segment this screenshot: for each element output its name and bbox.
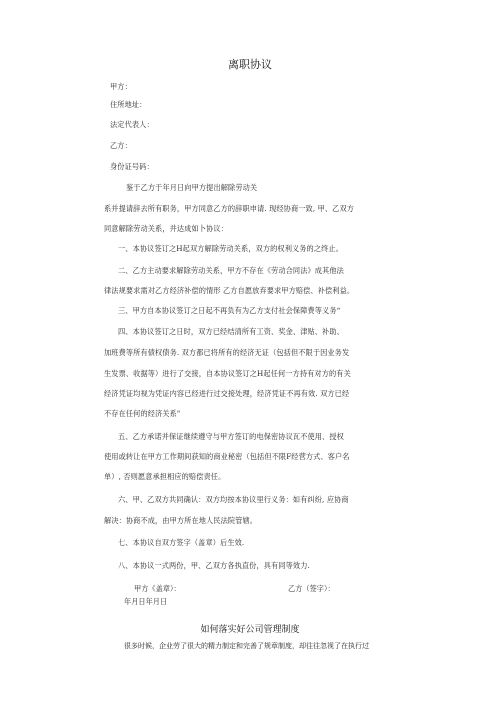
body-line: 鉴于乙方于年月日向甲方提出解除劳动关	[126, 183, 258, 192]
clause-3: 三、甲方自本协议签订之日起不再负有为乙方支付社会保障费等义务“	[118, 306, 341, 315]
body-line: 加班费等所有债权债务. 双方都已将所有的经济无证（包括但不限于因业务发	[104, 348, 350, 357]
signature-date: 年月日年月日	[124, 597, 168, 606]
clause-5: 五、乙方承诺并保证继续遵守与甲方签订的电保密协议瓦不使用、授权	[118, 432, 344, 441]
body-line: 生发票、收据等）进行了交接，自本协议签订之H起任何一方持有对方的有关	[104, 369, 351, 378]
clause-8: 八、本协议一式两份，甲、乙双方各执直份，具有同等效力.	[118, 561, 310, 570]
field-legal-rep: 法定代表人：	[110, 120, 154, 129]
body-line: 使用或转让在甲方工作期间获知的商业秘密（包括但不限F经营方式、客户名	[104, 452, 350, 461]
clause-1: 一、本协议签订之H起双方解除劳动关系，双方的权利义务的之终止。	[118, 244, 343, 253]
clause-2: 二、乙方主动要求解除劳动关系，甲方不存在《劳动合同法》成其他法	[118, 266, 344, 275]
body-line: 不存在任何的经济关系"	[104, 409, 181, 418]
document-title: 离职协议	[228, 58, 272, 71]
field-party-a: 甲方：	[110, 82, 132, 91]
field-id-number: 身份证号码：	[110, 162, 154, 171]
clause-4: 四、本协议签订之日时，双方已经结清所有工资、奖金、津贴、补助、	[118, 327, 344, 336]
body-line: 系并提请辞去所有职务，甲方同意乙方的辞职申请. 现经协商一致, 甲、乙双方	[104, 204, 355, 213]
body-line: 解决：协商不成，由甲方所在地人民法院管辖。	[104, 516, 258, 525]
body-line: 经济凭证均视为凭证内容已经进行过交接处理，经济凭证不再有效. 双方已经	[104, 389, 350, 398]
signature-party-b: 乙方（签字）：	[288, 584, 335, 593]
body-line: 律法规要求需对乙方经济补偿的情形 乙方自愿放弃要求甲方赔偿、补偿利益。	[104, 286, 355, 295]
clause-6: 六、甲、乙双方共同确认：双方均按本协议里行义务：如有纠纷, 应协商	[118, 495, 349, 504]
body-line: 同意解除劳动关系，并达成如卜协议：	[104, 224, 228, 233]
section-text: 很多时候，企业劳了很大的精力制定和完善了规章制度，却往往忽视了在执行过	[124, 642, 369, 650]
section-title: 如何落实好公司管理制度	[200, 625, 300, 635]
field-party-b: 乙方：	[110, 141, 132, 150]
signature-party-a: 甲方《盖章）：	[134, 584, 181, 593]
field-address: 住所地址：	[110, 100, 147, 109]
body-line: 单）, 否则愿意承担相应的赔偿责任。	[104, 472, 226, 481]
clause-7: 七、本协议自双方签字（盖章）后生效.	[118, 538, 245, 547]
